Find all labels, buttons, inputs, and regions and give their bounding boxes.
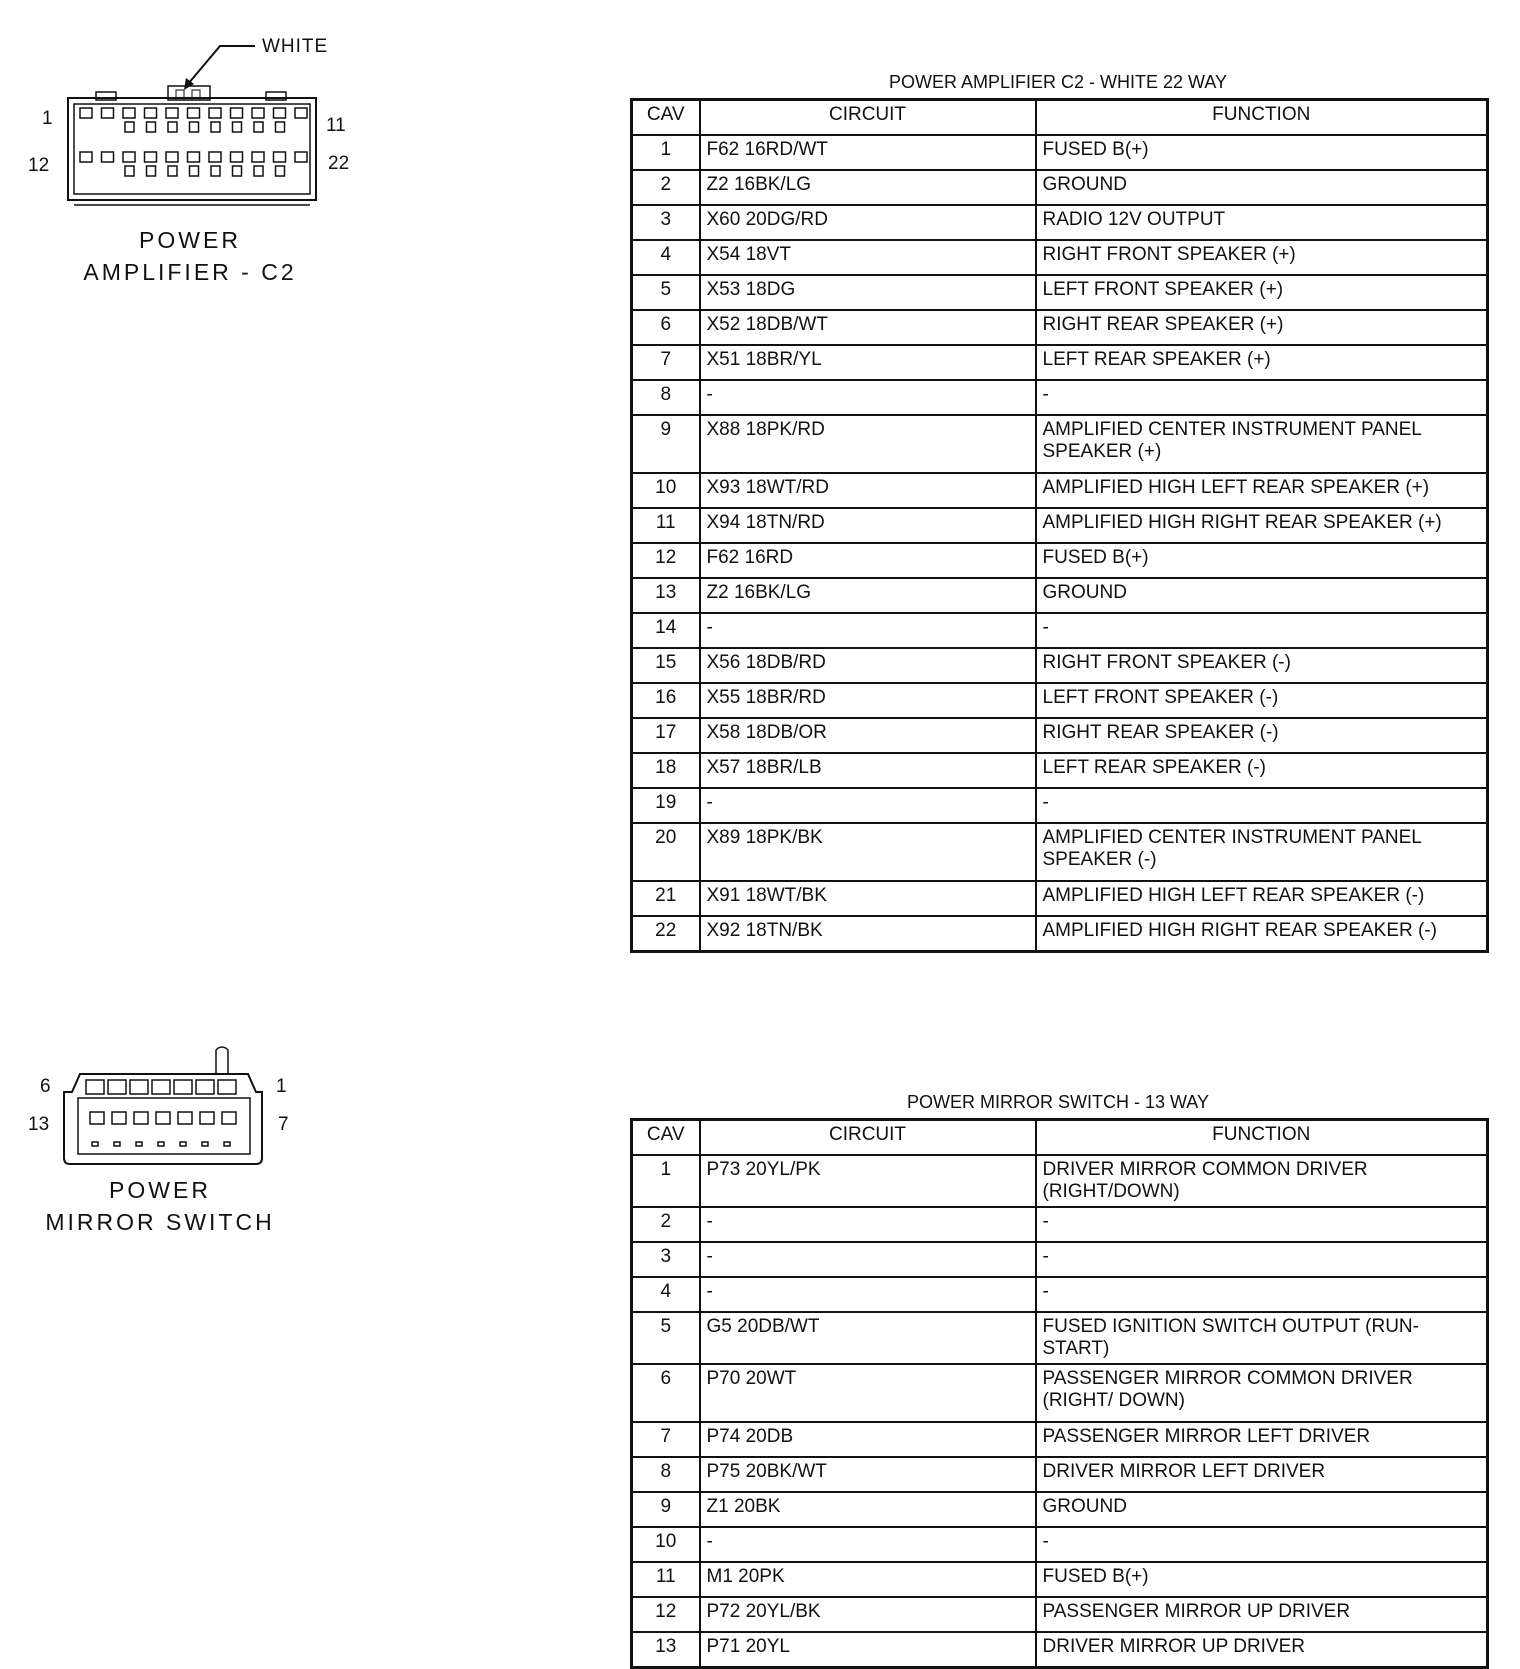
- amp-cavity: [166, 108, 178, 118]
- amp-cavity-lower: [168, 166, 177, 176]
- mirror-cell-cav: 10: [632, 1527, 700, 1562]
- amp-cell-cav: 3: [632, 205, 700, 240]
- amp-cell-function: -: [1036, 788, 1488, 823]
- mirror-header-function: FUNCTION: [1036, 1120, 1488, 1156]
- amp-table-row: [632, 415, 1488, 473]
- amp-cavity-lower: [233, 166, 242, 176]
- mirror-pin-7-label: 7: [278, 1114, 289, 1135]
- amp-cavity: [188, 152, 200, 162]
- amp-cell-circuit: X60 20DG/RD: [700, 205, 1036, 240]
- mirror-cell-function: FUSED IGNITION SWITCH OUTPUT (RUN-START): [1036, 1312, 1488, 1364]
- mirror-cavity-top: [196, 1080, 214, 1094]
- mirror-cell-circuit: -: [700, 1242, 1036, 1277]
- amp-cavity: [209, 108, 221, 118]
- amp-cell-circuit: X54 18VT: [700, 240, 1036, 275]
- mirror-cavity-mid: [90, 1112, 104, 1124]
- amp-cavity: [231, 108, 243, 118]
- amp-cell-function: RADIO 12V OUTPUT: [1036, 205, 1488, 240]
- amp-cavity-lower: [147, 122, 156, 132]
- mirror-cavity-top: [218, 1080, 236, 1094]
- mirror-cavity-mid: [178, 1112, 192, 1124]
- mirror-cell-circuit: M1 20PK: [700, 1562, 1036, 1597]
- amp-cell-circuit: -: [700, 613, 1036, 648]
- amp-table-row: [632, 508, 1488, 543]
- mirror-cell-cav: 3: [632, 1242, 700, 1277]
- amp-table-row: [632, 578, 1488, 613]
- mirror-cell-function: -: [1036, 1527, 1488, 1562]
- amp-table-row: [632, 205, 1488, 240]
- amp-cavity: [102, 152, 114, 162]
- mirror-cell-cav: 6: [632, 1364, 700, 1422]
- amp-cavity: [295, 152, 307, 162]
- mirror-cavity-bottom: [202, 1142, 208, 1146]
- amp-cell-circuit: Z2 16BK/LG: [700, 170, 1036, 205]
- amp-cavity: [145, 108, 157, 118]
- amp-pin-11-label: 11: [326, 115, 346, 136]
- amp-table-row: [632, 310, 1488, 345]
- mirror-cell-cav: 8: [632, 1457, 700, 1492]
- mirror-connector-label: [40, 1174, 280, 1238]
- mirror-table-row: [632, 1155, 1488, 1207]
- amp-connector: [0, 0, 380, 300]
- amp-cavity-lower: [254, 166, 263, 176]
- mirror-pin-13-label: 13: [28, 1114, 50, 1135]
- amp-cell-cav: 17: [632, 718, 700, 753]
- amp-cavity: [166, 152, 178, 162]
- amp-table-row: [632, 788, 1488, 823]
- amp-table-row: [632, 170, 1488, 205]
- mirror-cell-cav: 13: [632, 1632, 700, 1668]
- mirror-cell-circuit: -: [700, 1527, 1036, 1562]
- mirror-cavity-top: [130, 1080, 148, 1094]
- mirror-cell-cav: 12: [632, 1597, 700, 1632]
- mirror-pin-6-label: 6: [40, 1076, 51, 1097]
- mirror-cavity-mid: [222, 1112, 236, 1124]
- mirror-cavity-top: [152, 1080, 170, 1094]
- mirror-table-row: [632, 1277, 1488, 1312]
- amp-cell-cav: 15: [632, 648, 700, 683]
- mirror-table-header-row: [632, 1120, 1488, 1156]
- amp-cell-function: LEFT FRONT SPEAKER (-): [1036, 683, 1488, 718]
- amp-cell-circuit: X94 18TN/RD: [700, 508, 1036, 543]
- amp-cell-function: -: [1036, 380, 1488, 415]
- mirror-cell-cav: 4: [632, 1277, 700, 1312]
- mirror-pinout-table-block: [630, 1092, 1486, 1657]
- amp-cell-cav: 16: [632, 683, 700, 718]
- amp-cell-function: GROUND: [1036, 170, 1488, 205]
- amp-table-row: [632, 275, 1488, 310]
- amp-cell-function: LEFT REAR SPEAKER (+): [1036, 345, 1488, 380]
- amp-cell-circuit: X89 18PK/BK: [700, 823, 1036, 881]
- amp-cavity: [80, 152, 92, 162]
- mirror-cavity-top: [86, 1080, 104, 1094]
- amp-cell-cav: 22: [632, 916, 700, 952]
- amp-cell-circuit: F62 16RD/WT: [700, 135, 1036, 170]
- amp-pin-12-label: 12: [28, 155, 50, 176]
- amp-cell-circuit: X93 18WT/RD: [700, 473, 1036, 508]
- mirror-cell-circuit: P71 20YL: [700, 1632, 1036, 1668]
- amp-cell-circuit: X88 18PK/RD: [700, 415, 1036, 473]
- amp-cell-function: AMPLIFIED CENTER INSTRUMENT PANEL SPEAKER (-): [1036, 823, 1488, 881]
- amp-cell-circuit: X55 18BR/RD: [700, 683, 1036, 718]
- amp-cell-circuit: X57 18BR/LB: [700, 753, 1036, 788]
- mirror-cell-function: FUSED B(+): [1036, 1562, 1488, 1597]
- amp-pin-1-label: 1: [42, 108, 53, 129]
- mirror-table-title: POWER MIRROR SWITCH - 13 WAY: [906, 1092, 1209, 1112]
- amp-cavity: [188, 108, 200, 118]
- amp-header-cav: CAV: [632, 100, 700, 136]
- mirror-cell-function: DRIVER MIRROR COMMON DRIVER (RIGHT/DOWN): [1036, 1155, 1488, 1207]
- amp-cavity: [231, 152, 243, 162]
- amp-cavity-lower: [190, 166, 199, 176]
- amp-cavity-lower: [125, 166, 134, 176]
- amp-cavity-lower: [276, 166, 285, 176]
- mirror-pin-1-label: 1: [276, 1076, 287, 1097]
- amp-cell-function: AMPLIFIED HIGH LEFT REAR SPEAKER (-): [1036, 881, 1488, 916]
- mirror-cell-cav: 9: [632, 1492, 700, 1527]
- mirror-cell-circuit: -: [700, 1207, 1036, 1242]
- mirror-cell-circuit: P73 20YL/PK: [700, 1155, 1036, 1207]
- amp-cavity-lower: [276, 122, 285, 132]
- amp-callout-label: WHITE: [262, 36, 329, 57]
- amp-cell-circuit: X53 18DG: [700, 275, 1036, 310]
- amp-cell-cav: 18: [632, 753, 700, 788]
- amp-cell-function: AMPLIFIED CENTER INSTRUMENT PANEL SPEAKER (+): [1036, 415, 1488, 473]
- mirror-cavity-bottom: [180, 1142, 186, 1146]
- amp-cell-circuit: X58 18DB/OR: [700, 718, 1036, 753]
- mirror-cell-circuit: G5 20DB/WT: [700, 1312, 1036, 1364]
- mirror-cell-circuit: P74 20DB: [700, 1422, 1036, 1457]
- amp-cavity: [80, 108, 92, 118]
- amp-cell-function: FUSED B(+): [1036, 135, 1488, 170]
- mirror-connector: [0, 1040, 320, 1240]
- amp-cavity: [274, 152, 286, 162]
- amp-cell-function: RIGHT FRONT SPEAKER (+): [1036, 240, 1488, 275]
- amp-table-row: [632, 345, 1488, 380]
- amp-header-function: FUNCTION: [1036, 100, 1488, 136]
- mirror-cavity-top: [108, 1080, 126, 1094]
- mirror-cell-circuit: -: [700, 1277, 1036, 1312]
- amp-cavity: [252, 152, 264, 162]
- mirror-cell-cav: 7: [632, 1422, 700, 1457]
- amp-cavity-lower: [233, 122, 242, 132]
- amp-table-title: POWER AMPLIFIER C2 - WHITE 22 WAY: [888, 72, 1228, 92]
- mirror-cell-circuit: P70 20WT: [700, 1364, 1036, 1422]
- mirror-cavity-mid: [134, 1112, 148, 1124]
- amp-cell-cav: 7: [632, 345, 700, 380]
- amp-cell-function: RIGHT REAR SPEAKER (+): [1036, 310, 1488, 345]
- amp-cavity-lower: [190, 122, 199, 132]
- amp-cell-cav: 14: [632, 613, 700, 648]
- amp-cell-circuit: X91 18WT/BK: [700, 881, 1036, 916]
- amp-cavity-lower: [254, 122, 263, 132]
- amp-cell-function: -: [1036, 613, 1488, 648]
- mirror-table-row: [632, 1527, 1488, 1562]
- amp-table-row: [632, 916, 1488, 952]
- mirror-table-row: [632, 1312, 1488, 1364]
- amp-connector-label-line2: AMPLIFIER - C2: [83, 259, 297, 285]
- amp-table-row: [632, 718, 1488, 753]
- amp-cell-function: RIGHT FRONT SPEAKER (-): [1036, 648, 1488, 683]
- amp-table-row: [632, 473, 1488, 508]
- mirror-connector-label-line1: POWER: [109, 1177, 211, 1203]
- amp-cavity: [252, 108, 264, 118]
- amp-connector-label: [70, 224, 310, 288]
- amp-table-row: [632, 240, 1488, 275]
- amp-table-row: [632, 683, 1488, 718]
- amp-cell-circuit: X52 18DB/WT: [700, 310, 1036, 345]
- amp-cell-function: AMPLIFIED HIGH RIGHT REAR SPEAKER (+): [1036, 508, 1488, 543]
- mirror-table-row: [632, 1492, 1488, 1527]
- amp-cell-cav: 12: [632, 543, 700, 578]
- mirror-cell-function: DRIVER MIRROR UP DRIVER: [1036, 1632, 1488, 1668]
- amp-pinout-table: [630, 98, 1489, 953]
- mirror-cavity-mid: [200, 1112, 214, 1124]
- mirror-table-row: [632, 1242, 1488, 1277]
- amp-cavity: [123, 152, 135, 162]
- mirror-cell-circuit: P72 20YL/BK: [700, 1597, 1036, 1632]
- amp-cell-cav: 19: [632, 788, 700, 823]
- amp-cavity-lower: [211, 166, 220, 176]
- amp-cell-circuit: X92 18TN/BK: [700, 916, 1036, 952]
- mirror-table-row: [632, 1597, 1488, 1632]
- amp-cell-function: FUSED B(+): [1036, 543, 1488, 578]
- amp-cell-circuit: Z2 16BK/LG: [700, 578, 1036, 613]
- amp-cavity: [295, 108, 307, 118]
- amp-cell-cav: 4: [632, 240, 700, 275]
- amp-cell-circuit: X56 18DB/RD: [700, 648, 1036, 683]
- mirror-cell-cav: 1: [632, 1155, 700, 1207]
- amp-cell-function: LEFT REAR SPEAKER (-): [1036, 753, 1488, 788]
- mirror-cell-function: PASSENGER MIRROR COMMON DRIVER (RIGHT/ DOWN): [1036, 1364, 1488, 1422]
- amp-pin-22-label: 22: [328, 153, 350, 174]
- mirror-cell-cav: 11: [632, 1562, 700, 1597]
- amp-connector-label-line1: POWER: [139, 227, 241, 253]
- amp-cavity-lower: [211, 122, 220, 132]
- mirror-cell-function: -: [1036, 1207, 1488, 1242]
- mirror-cavity-mid: [156, 1112, 170, 1124]
- mirror-table-row: [632, 1632, 1488, 1668]
- amp-table-row: [632, 648, 1488, 683]
- amp-table-row: [632, 543, 1488, 578]
- mirror-cell-function: PASSENGER MIRROR LEFT DRIVER: [1036, 1422, 1488, 1457]
- mirror-cell-circuit: P75 20BK/WT: [700, 1457, 1036, 1492]
- amp-table-row: [632, 881, 1488, 916]
- amp-cavity-lower: [125, 122, 134, 132]
- mirror-pinout-table: [630, 1118, 1489, 1669]
- amp-cell-function: LEFT FRONT SPEAKER (+): [1036, 275, 1488, 310]
- mirror-cell-cav: 5: [632, 1312, 700, 1364]
- mirror-cavity-bottom: [114, 1142, 120, 1146]
- amp-cavity-lower: [147, 166, 156, 176]
- mirror-header-circuit: CIRCUIT: [700, 1120, 1036, 1156]
- amp-pinout-table-block: [630, 72, 1486, 941]
- mirror-cavity-bottom: [136, 1142, 142, 1146]
- amp-cell-function: AMPLIFIED HIGH RIGHT REAR SPEAKER (-): [1036, 916, 1488, 952]
- mirror-cavity-bottom: [92, 1142, 98, 1146]
- amp-cell-cav: 10: [632, 473, 700, 508]
- amp-cavity: [145, 152, 157, 162]
- mirror-table-row: [632, 1422, 1488, 1457]
- amp-header-circuit: CIRCUIT: [700, 100, 1036, 136]
- amp-cell-function: RIGHT REAR SPEAKER (-): [1036, 718, 1488, 753]
- amp-cavity: [209, 152, 221, 162]
- amp-table-header-row: [632, 100, 1488, 136]
- mirror-cell-function: GROUND: [1036, 1492, 1488, 1527]
- amp-cell-circuit: -: [700, 380, 1036, 415]
- mirror-cell-function: -: [1036, 1242, 1488, 1277]
- amp-cell-cav: 9: [632, 415, 700, 473]
- mirror-table-row: [632, 1364, 1488, 1422]
- amp-cell-function: GROUND: [1036, 578, 1488, 613]
- amp-cavity: [123, 108, 135, 118]
- mirror-cell-function: PASSENGER MIRROR UP DRIVER: [1036, 1597, 1488, 1632]
- mirror-table-row: [632, 1207, 1488, 1242]
- mirror-cavity-bottom: [224, 1142, 230, 1146]
- amp-cell-cav: 6: [632, 310, 700, 345]
- amp-cavity: [274, 108, 286, 118]
- amp-cell-cav: 1: [632, 135, 700, 170]
- mirror-cavity-top: [174, 1080, 192, 1094]
- amp-cell-cav: 13: [632, 578, 700, 613]
- amp-cell-circuit: -: [700, 788, 1036, 823]
- amp-cavity-lower: [168, 122, 177, 132]
- mirror-header-cav: CAV: [632, 1120, 700, 1156]
- mirror-cell-circuit: Z1 20BK: [700, 1492, 1036, 1527]
- amp-cell-circuit: F62 16RD: [700, 543, 1036, 578]
- mirror-cell-cav: 2: [632, 1207, 700, 1242]
- amp-cell-function: AMPLIFIED HIGH LEFT REAR SPEAKER (+): [1036, 473, 1488, 508]
- amp-table-row: [632, 613, 1488, 648]
- amp-cell-cav: 11: [632, 508, 700, 543]
- amp-cell-circuit: X51 18BR/YL: [700, 345, 1036, 380]
- amp-cell-cav: 8: [632, 380, 700, 415]
- amp-table-row: [632, 823, 1488, 881]
- mirror-cell-function: -: [1036, 1277, 1488, 1312]
- mirror-table-row: [632, 1562, 1488, 1597]
- mirror-cavity-bottom: [158, 1142, 164, 1146]
- amp-cell-cav: 20: [632, 823, 700, 881]
- mirror-connector-label-line2: MIRROR SWITCH: [45, 1209, 275, 1235]
- mirror-cell-function: DRIVER MIRROR LEFT DRIVER: [1036, 1457, 1488, 1492]
- amp-table-row: [632, 135, 1488, 170]
- amp-cavity: [102, 108, 114, 118]
- amp-table-row: [632, 380, 1488, 415]
- amp-cell-cav: 21: [632, 881, 700, 916]
- amp-cell-cav: 2: [632, 170, 700, 205]
- amp-table-row: [632, 753, 1488, 788]
- amp-cell-cav: 5: [632, 275, 700, 310]
- mirror-cavity-mid: [112, 1112, 126, 1124]
- mirror-table-row: [632, 1457, 1488, 1492]
